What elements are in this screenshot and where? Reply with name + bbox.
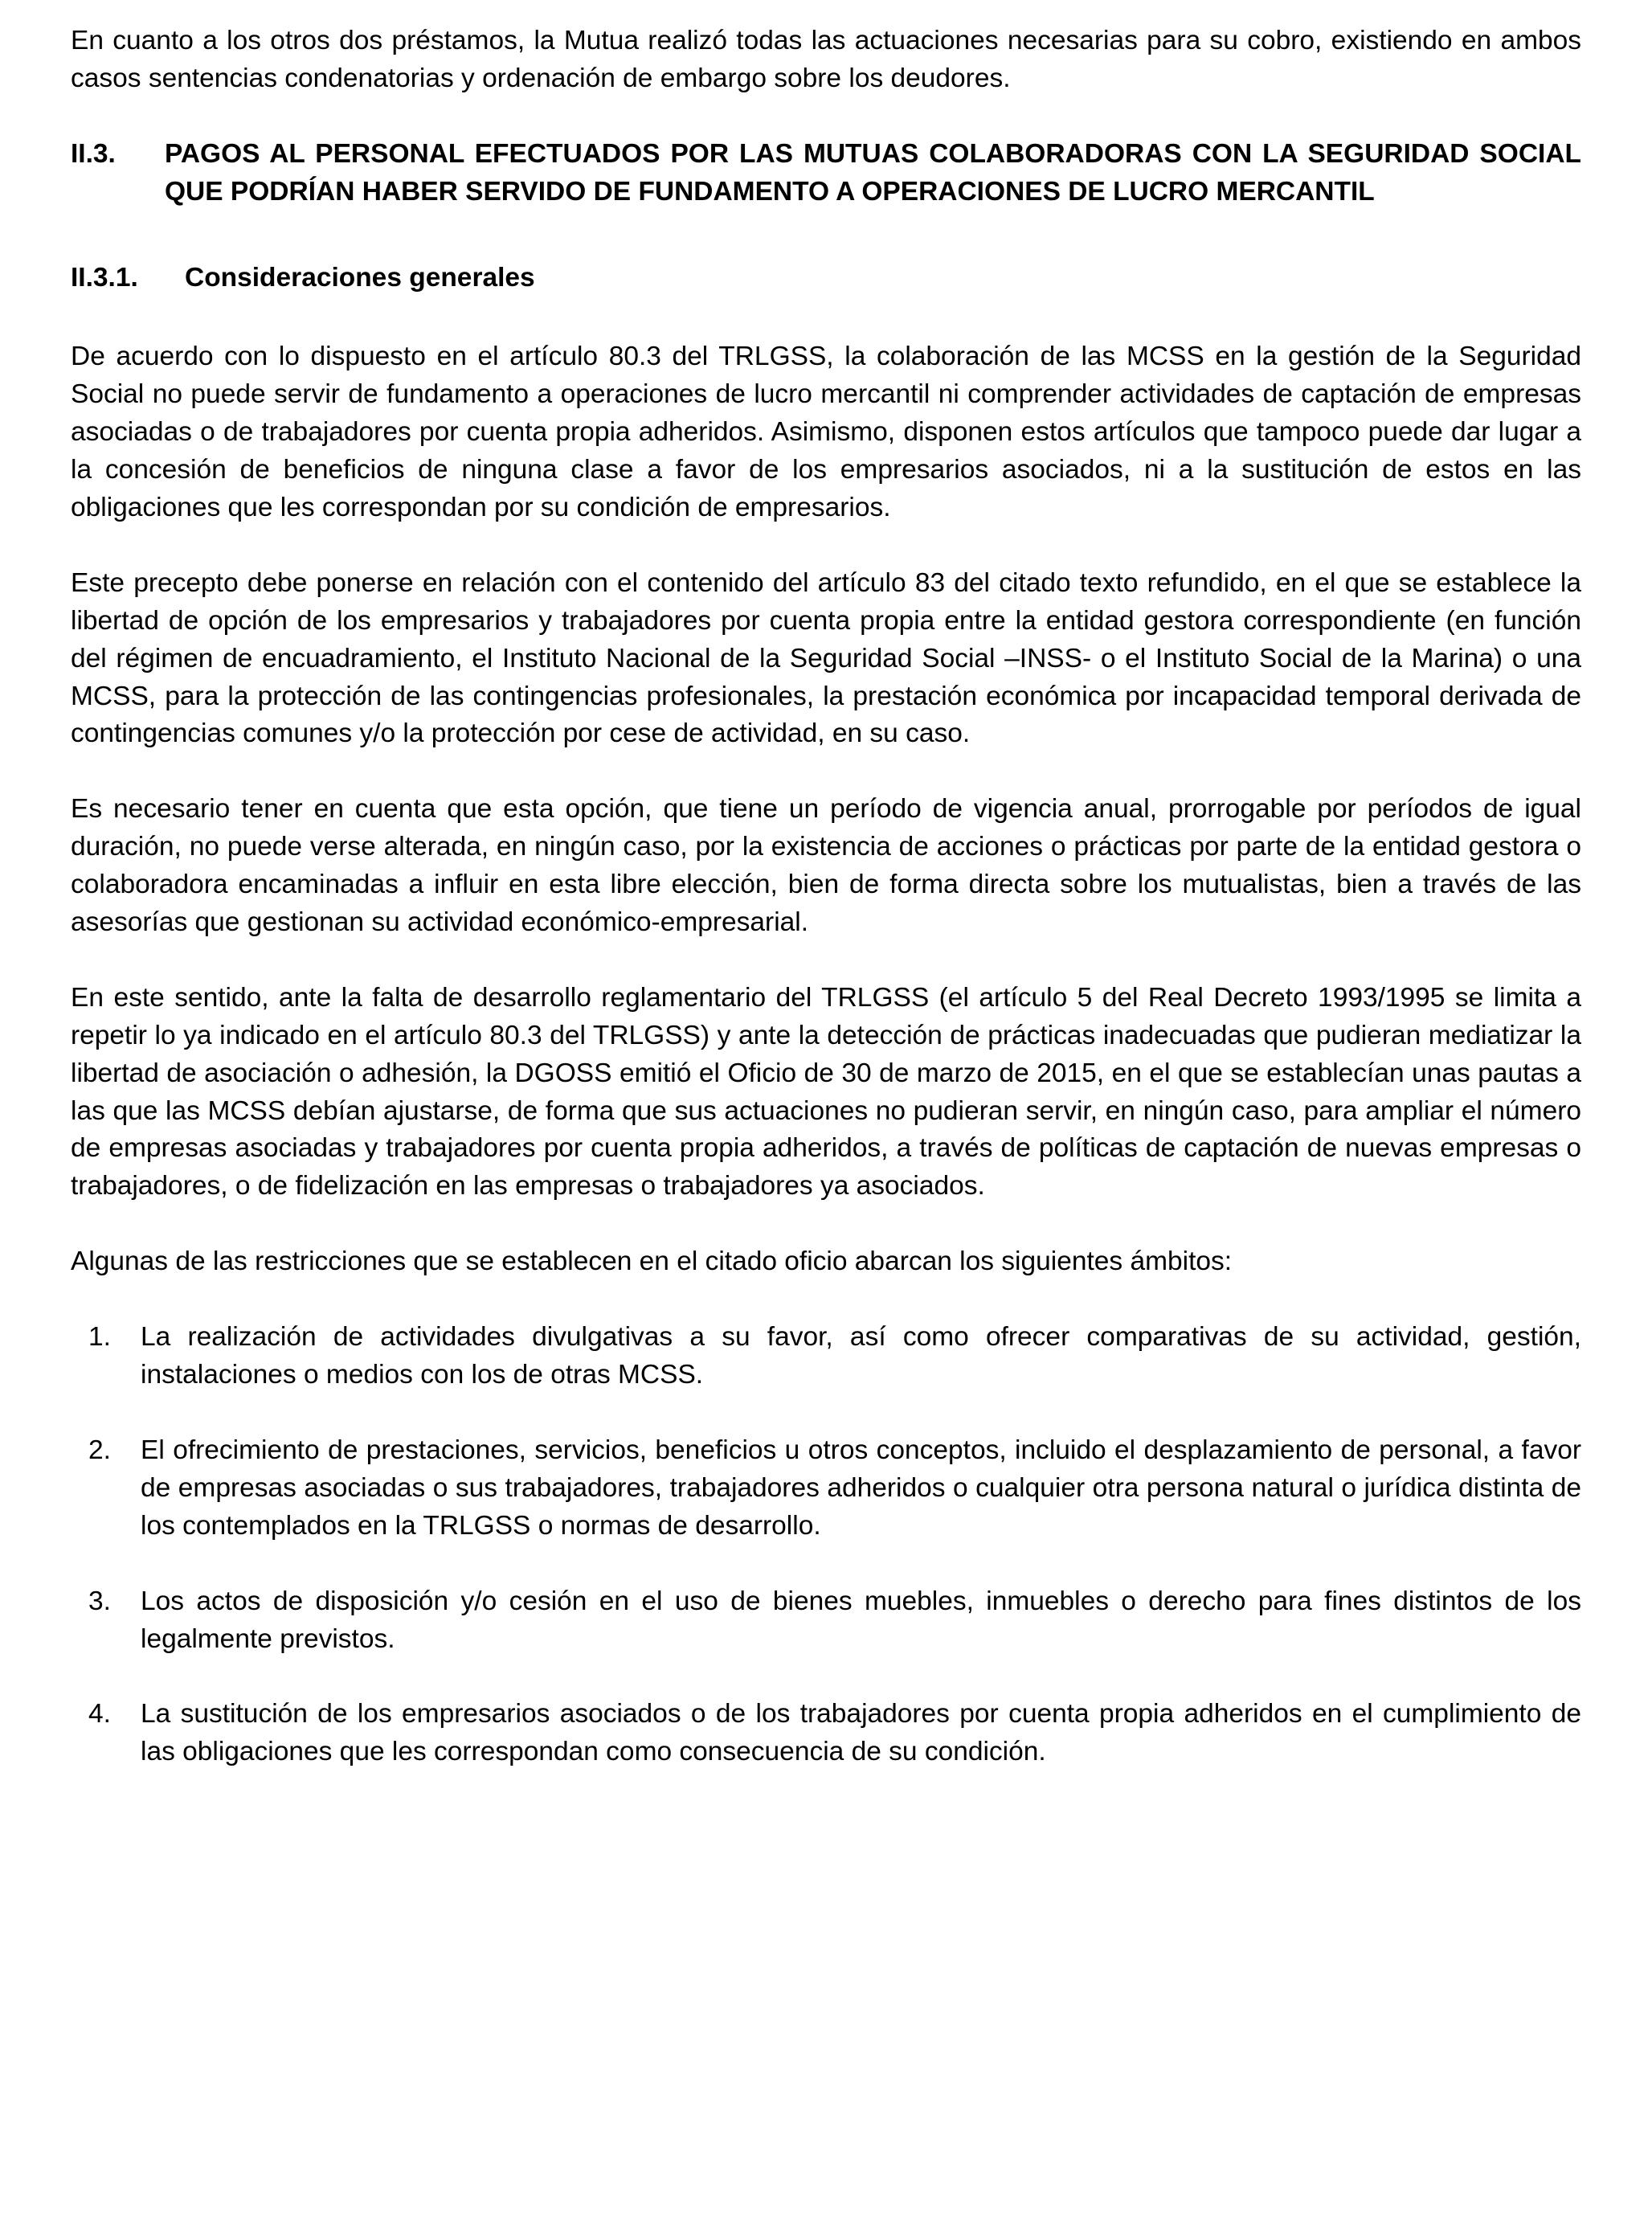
body-paragraph: En este sentido, ante la falta de desarrollo reglamentario del TRLGSS (el artículo 5 del Real Decreto 1993/1995 se limita a repetir lo ya indicado en el artículo 80.3 del TRLGSS) y ante la detección de prácticas inadecuadas que pudieran mediatizar la libertad de asociación o adhesión, la DGOSS emitió el Oficio de 30 de marzo de 2015, en el que se establecían unas pautas a las que las MCSS debían ajustarse, de forma que sus actuaciones no pudieran servir, en ningún caso, para ampliar el número de empresas asociadas y trabajadores por cuenta propia adheridos, a través de políticas de captación de nuevas empresas o trabajadores, o de fidelización en las empresas o trabajadores ya asociados. [71, 982, 1581, 1201]
list-item [71, 1696, 1581, 1771]
subsection-heading [71, 260, 1581, 297]
list-item [71, 1583, 1581, 1659]
section-heading [71, 136, 1581, 211]
intro-paragraph: En cuanto a los otros dos préstamos, la Mutua realizó todas las actuaciones necesarias para su cobro, existiendo en ambos casos sentencias condenatorias y ordenación de embargo sobre los deudores. [71, 26, 1581, 93]
body-paragraph: Es necesario tener en cuenta que esta opción, que tiene un período de vigencia anual, prorrogable por períodos de igual duración, no puede verse alterada, en ningún caso, por la existencia de acciones o prácticas por parte de la entidad gestora o colaboradora encaminadas a influir en esta libre elección, bien de forma directa sobre los mutualistas, bien a través de las asesorías que gestionan su actividad económico-empresarial. [71, 794, 1581, 938]
list-item-number: 3. [88, 1586, 111, 1616]
list-item-text: Los actos de disposición y/o cesión en el uso de bienes muebles, inmuebles o derecho para fines distintos de los legalmente previstos. [141, 1586, 1581, 1654]
list-item [71, 1319, 1581, 1394]
list-item-number: 4. [88, 1699, 111, 1730]
list-item-number: 2. [88, 1435, 111, 1465]
restrictions-list [71, 1319, 1581, 1771]
body-paragraph: Este precepto debe ponerse en relación con el contenido del artículo 83 del citado texto refundido, en el que se establece la libertad de opción de los empresarios y trabajadores por cuenta propia entre la entidad gestora correspondiente (en función del régimen de encuadramiento, el Instituto Nacional de la Seguridad Social –INSS- o el Instituto Social de la Marina) o una MCSS, para la protección de las contingencias profesionales, la prestación económica por incapacidad temporal derivada de contingencias comunes y/o la protección por cese de actividad, en su caso. [71, 567, 1581, 749]
list-item [71, 1432, 1581, 1545]
subsection-title: Consideraciones generales [185, 262, 535, 293]
list-item-text: La realización de actividades divulgativas a su favor, así como ofrecer comparativas de su actividad, gestión, instalaciones o medios con los de otras MCSS. [141, 1322, 1581, 1390]
list-item-text: La sustitución de los empresarios asociados o de los trabajadores por cuenta propia adheridos en el cumplimiento de las obligaciones que les correspondan como consecuencia de su condición. [141, 1699, 1581, 1767]
body-paragraph: De acuerdo con lo dispuesto en el artículo 80.3 del TRLGSS, la colaboración de las MCSS en la gestión de la Seguridad Social no puede servir de fundamento a operaciones de lucro mercantil ni comprender actividades de captación de empresas asociadas o de trabajadores por cuenta propia adheridos. Asimismo, disponen estos artículos que tampoco puede dar lugar a la concesión de beneficios de ninguna clase a favor de los empresarios asociados, ni a la sustitución de estos en las obligaciones que les correspondan por su condición de empresarios. [71, 342, 1581, 523]
subsection-number: II.3.1. [71, 262, 138, 293]
list-item-number: 1. [88, 1322, 111, 1353]
body-paragraph: Algunas de las restricciones que se establecen en el citado oficio abarcan los siguientes ámbitos: [71, 1246, 1233, 1277]
section-title: PAGOS AL PERSONAL EFECTUADOS POR LAS MUTUAS COLABORADORAS CON LA SEGURIDAD SOCIAL QUE PODRÍAN HABER SERVIDO DE FUNDAMENTO A OPERACIONES DE LUCRO MERCANTIL [165, 138, 1581, 207]
section-number: II.3. [71, 138, 116, 169]
list-item-text: El ofrecimiento de prestaciones, servicios, beneficios u otros conceptos, incluido el desplazamiento de personal, a favor de empresas asociadas o sus trabajadores, trabajadores adheridos o cualquier otra persona natural o jurídica distinta de los contemplados en la TRLGSS o normas de desarrollo. [141, 1435, 1581, 1541]
